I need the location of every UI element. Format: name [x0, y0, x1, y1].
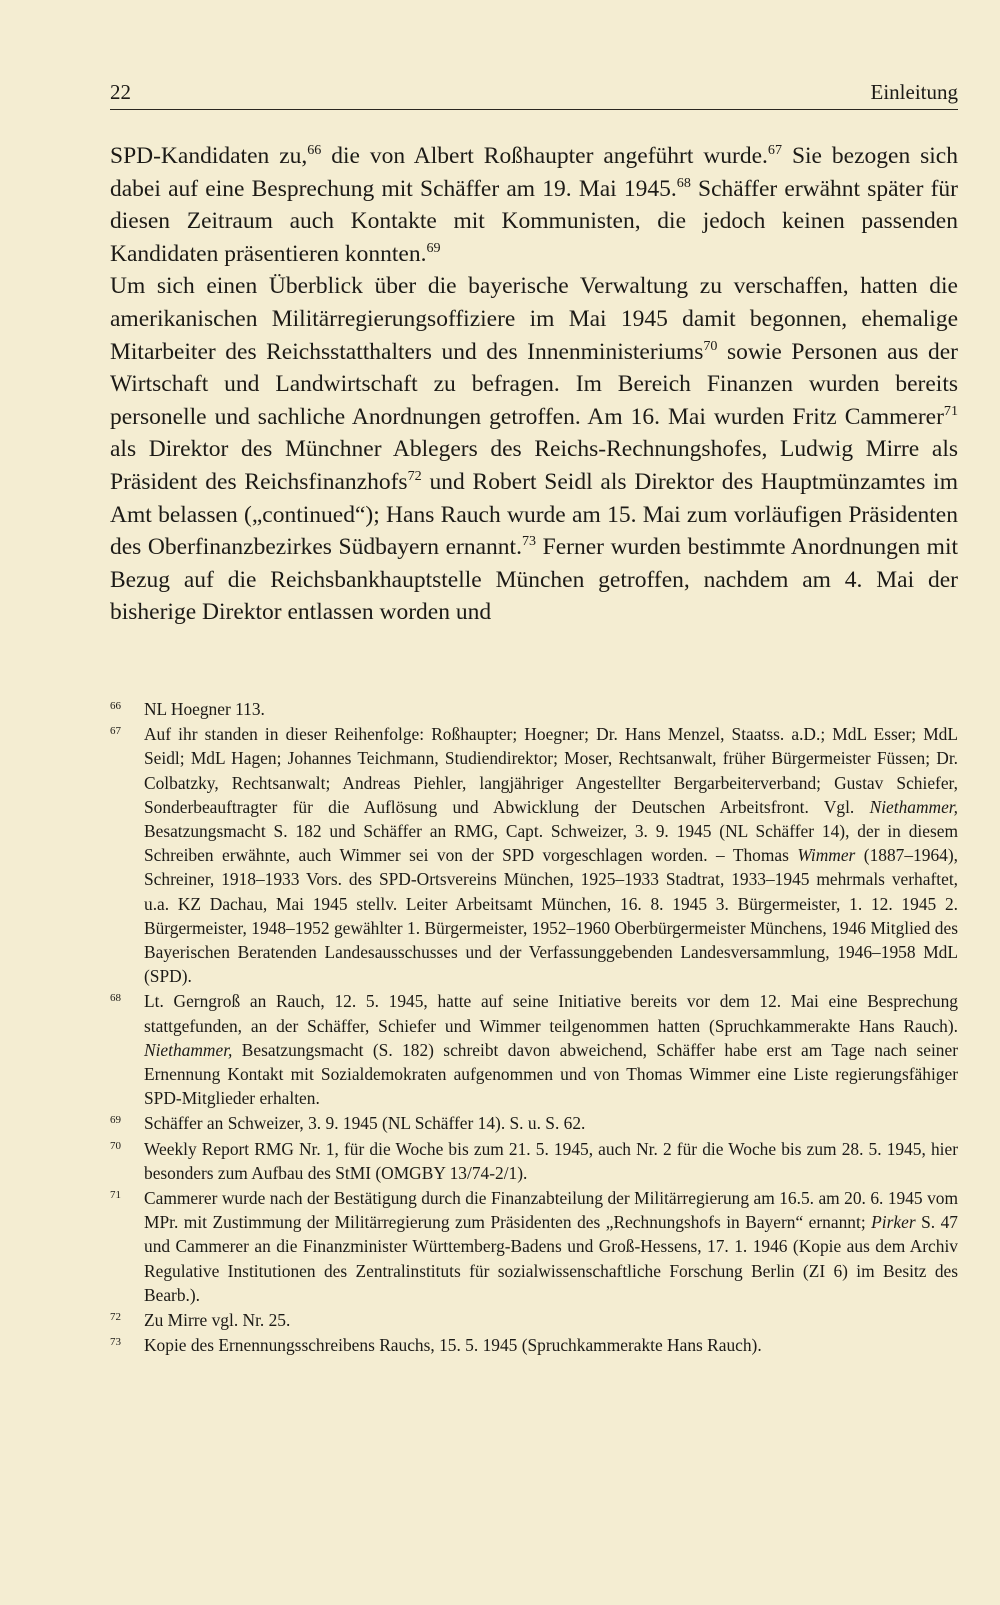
footnote-ref-71: 71: [943, 402, 958, 419]
footnote-68: 68 Lt. Gerngroß an Rauch, 12. 5. 1945, hatte auf seine Initiative bereits vor dem 12. Mai eine Besprechung stattgefunden, an der Schäffer, Schiefer und Wimmer teilgenommen hatten (Spruchkammerakte Hans Rauch). Niethammer, Besatzungsmacht (S. 182) schreibt davon abweichend, Schäffer habe erst am Tage nach seiner Ernennung Kontakt mit Sozialdemokraten aufgenommen und von Thomas Wimmer eine Liste regierungsfähiger SPD-Mitglieder erhalten.: [110, 991, 958, 1109]
footnote-ref-70: 70: [703, 337, 718, 354]
footnote-69: 69 Schäffer an Schweizer, 3. 9. 1945 (NL Schäffer 14). S. u. S. 62.: [110, 1113, 586, 1134]
footnote-72: 72 Zu Mirre vgl. Nr. 25.: [110, 1310, 291, 1331]
paragraph-2: Um sich einen Überblick über die bayerische Verwaltung zu verschaffen, hatten die amerikanischen Militärregierungsoffiziere im Mai 1945 damit begonnen, ehemalige Mitarbeiter des Reichsstatthalters und des Innenministeriums$^{70}$ sowie Personen aus der Wirtschaft und Landwirtschaft zu befragen. Im Bereich Finanzen wurden bereits personelle und sachliche Anordnungen getroffen. Am 16. Mai wurden Fritz Cammerer$^{71}$ als Direktor des Münchner Ablegers des Reichs-Rechnungshofes, Ludwig Mirre als Präsident des Reichsfinanzhofs$^{72}$ und Robert Seidl als Direktor des Hauptmünzamtes im Amt belassen („continued“); Hans Rauch wurde am 15. Mai zum vorläufigen Präsidenten des Oberfinanzbezirkes Südbayern ernannt.$^{73}$ Ferner wurden bestimmte Anordnungen mit Bezug auf die Reichsbankhauptstelle München getroffen, nachdem am 4. Mai der bisherige Direktor entlassen worden und: [110, 273, 959, 626]
footnote-67: 67 Auf ihr standen in dieser Reihenfolge: Roßhaupter; Hoegner; Dr. Hans Menzel, Staatss. a.D.; MdL Esser; MdL Seidl; MdL Hagen; Johannes Teichmann, Studiendirektor; Moser, Rechtsanwalt, früher Bürgermeister Füssen; Dr. Colbatzky, Rechtsanwalt; Andreas Piehler, langjähriger Angestellter Bergarbeiterverband; Gustav Schiefer, Sonderbeauftragter für die Auflösung und Abwicklung der Deutschen Arbeitsfront. Vgl. Niethammer, Besatzungsmacht S. 182 und Schäffer an RMG, Capt. Schweizer, 3. 9. 1945 (NL Schäffer 14), der in diesem Schreiben erwähnte, auch Wimmer sei von der SPD vorgeschlagen worden. – Thomas Wimmer (1887–1964), Schreiner, 1918–1933 Vors. des SPD-Ortsvereins München, 1925–1933 Stadtrat, 1933–1945 mehrmals verhaftet, u.a. KZ Dachau, Mai 1945 stellv. Leiter Arbeitsamt München, 16. 8. 1945 3. Bürgermeister, 1. 12. 1945 2. Bürgermeister, 1948–1952 gewählter 1. Bürgermeister, 1952–1960 Oberbürgermeister Münchens, 1946 Mitglied des Bayerischen Beratenden Landesausschusses und der Verfassunggebenden Landesversammlung, 1946–1958 MdL (SPD).: [110, 724, 958, 987]
footnote-73: 73 Kopie des Ernennungsschreibens Rauchs, 15. 5. 1945 (Spruchkammerakte Hans Rauch).: [110, 1335, 762, 1356]
page-number: 22: [110, 80, 131, 104]
footnote-ref-69: 69: [426, 239, 441, 256]
footnote-70: 70 Weekly Report RMG Nr. 1, für die Woche bis zum 21. 5. 1945, auch Nr. 2 für die Woche bis zum 28. 5. 1945, hier besonders zum Aufbau des StMI (OMGBY 13/74-2/1).: [110, 1138, 958, 1183]
footnotes: [110, 697, 958, 1358]
footnote-ref-66: 66: [307, 142, 322, 159]
footnote-ref-73: 73: [521, 533, 537, 550]
footnote-ref-67: 67: [767, 142, 783, 159]
footnote-ref-68: 68: [676, 174, 691, 191]
running-header: [110, 76, 958, 110]
running-title: Einleitung: [870, 80, 958, 104]
footnote-ref-72: 72: [407, 468, 422, 485]
main-text: [110, 140, 958, 629]
footnote-66: 66 NL Hoegner 113.: [110, 699, 265, 719]
paragraph-1: SPD-Kandidaten zu,$^{66}$ die von Albert Roßhaupter angeführt wurde.$^{67}$ Sie bezogen sich dabei auf eine Besprechung mit Schäffer am 19. Mai 1945.68 Schäffer erwähnt später für diesen Zeitraum auch Kontakte mit Kommunisten, die jedoch keinen passenden Kandidaten präsentieren konnten.$^{69}$: [110, 142, 958, 267]
footnote-71: 71 Cammerer wurde nach der Bestätigung durch die Finanzabteilung der Militärregierung am 16.5. am 20. 6. 1945 vom MPr. mit Zustimmung der Militärregierung zum Präsidenten des „Rechnungshofs in Bayern“ ernannt; Pirker S. 47 und Cammerer an die Finanzminister Württemberg-Badens und Groß-Hessens, 17. 1. 1946 (Kopie aus dem Archiv Regulative Institutionen des Zentralinstituts für sozialwissenschaftliche Forschung Berlin (ZI 6) im Besitz des Bearb.).: [110, 1188, 958, 1305]
